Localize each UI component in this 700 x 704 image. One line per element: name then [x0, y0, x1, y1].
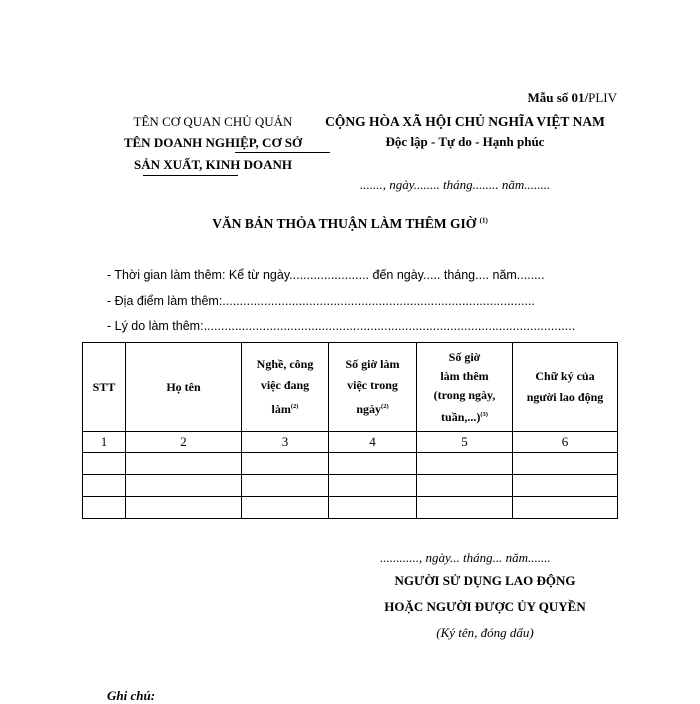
form-code-value: PLIV — [588, 90, 617, 105]
table-cell[interactable] — [126, 497, 242, 519]
table-cell[interactable] — [417, 453, 513, 475]
table-cell[interactable] — [242, 453, 329, 475]
national-motto: Độc lập - Tự do - Hạnh phúc — [385, 134, 545, 149]
table-cell[interactable] — [417, 475, 513, 497]
table-cell[interactable] — [83, 497, 126, 519]
col-header-job: Nghề, công việc đang làm$^{(2)}$ — [242, 343, 329, 432]
table-cell[interactable] — [126, 453, 242, 475]
column-number: 2 — [126, 432, 242, 453]
document-title-note: (1) — [479, 216, 488, 225]
document-date: ......., ngày........ tháng........ năm........ — [360, 177, 551, 192]
column-number-row — [83, 432, 618, 453]
form-code — [527, 90, 617, 106]
col-header-stt: STT — [83, 343, 126, 432]
table-cell[interactable] — [329, 453, 417, 475]
country-name: CỘNG HÒA XÃ HỘI CHỦ NGHĨA VIỆT NAM — [325, 114, 605, 129]
table-row — [83, 453, 618, 475]
notes-label: Ghi chú: — [107, 688, 156, 703]
table-row — [83, 497, 618, 519]
form-code-label: Mẫu số 01/ — [527, 90, 589, 105]
signer-role-line1: NGƯỜI SỬ DỤNG LAO ĐỘNG — [394, 573, 576, 588]
column-number: 5 — [417, 432, 513, 453]
overtime-reason-line: - Lý do làm thêm:........................................................................................................... — [107, 319, 576, 333]
overtime-location-line: - Địa điểm làm thêm:.......................................................................................... — [107, 294, 535, 308]
table-cell[interactable] — [329, 475, 417, 497]
parent-agency-name: TÊN CƠ QUAN CHỦ QUẢN — [133, 114, 293, 129]
signature-instruction: (Ký tên, đóng dấu) — [436, 625, 534, 640]
table-header-row — [83, 343, 618, 432]
col-header-name: Họ tên — [126, 343, 242, 432]
column-number: 6 — [513, 432, 618, 453]
document-title — [0, 216, 700, 232]
column-number: 1 — [83, 432, 126, 453]
col-header-signature: Chữ ký của người lao động — [513, 343, 618, 432]
overtime-table — [82, 342, 618, 519]
national-header — [310, 112, 620, 152]
header-underline-2 — [143, 175, 238, 176]
table-cell[interactable] — [513, 497, 618, 519]
document-title-text: VĂN BẢN THỎA THUẬN LÀM THÊM GIỜ — [212, 216, 477, 231]
table-row — [83, 475, 618, 497]
table-cell[interactable] — [513, 475, 618, 497]
header-underline-1 — [235, 152, 330, 153]
col-header-hours: Số giờ làm việc trong ngày$^{(2)}$ — [329, 343, 417, 432]
table-cell[interactable] — [242, 475, 329, 497]
signature-date: ............, ngày... tháng... năm....... — [380, 550, 551, 565]
agency-header — [88, 112, 338, 176]
column-number: 4 — [329, 432, 417, 453]
signer-role-line2: HOẶC NGƯỜI ĐƯỢC ỦY QUYỀN — [384, 599, 586, 614]
col-header-overtime: Số giờ làm thêm (trong ngày, tuần,...)$^{(3)}$ — [417, 343, 513, 432]
table-cell[interactable] — [329, 497, 417, 519]
table-cell[interactable] — [417, 497, 513, 519]
table-cell[interactable] — [513, 453, 618, 475]
enterprise-name-line2: SẢN XUẤT, KINH DOANH — [134, 157, 292, 172]
table-cell[interactable] — [83, 475, 126, 497]
column-number: 3 — [242, 432, 329, 453]
enterprise-name-line1: TÊN DOANH NGHIỆP, CƠ SỞ — [123, 135, 303, 150]
table-cell[interactable] — [242, 497, 329, 519]
table-cell[interactable] — [83, 453, 126, 475]
overtime-period-line: - Thời gian làm thêm: Kể từ ngày....................... đến ngày..... tháng.... năm........ — [107, 268, 545, 282]
table-cell[interactable] — [126, 475, 242, 497]
